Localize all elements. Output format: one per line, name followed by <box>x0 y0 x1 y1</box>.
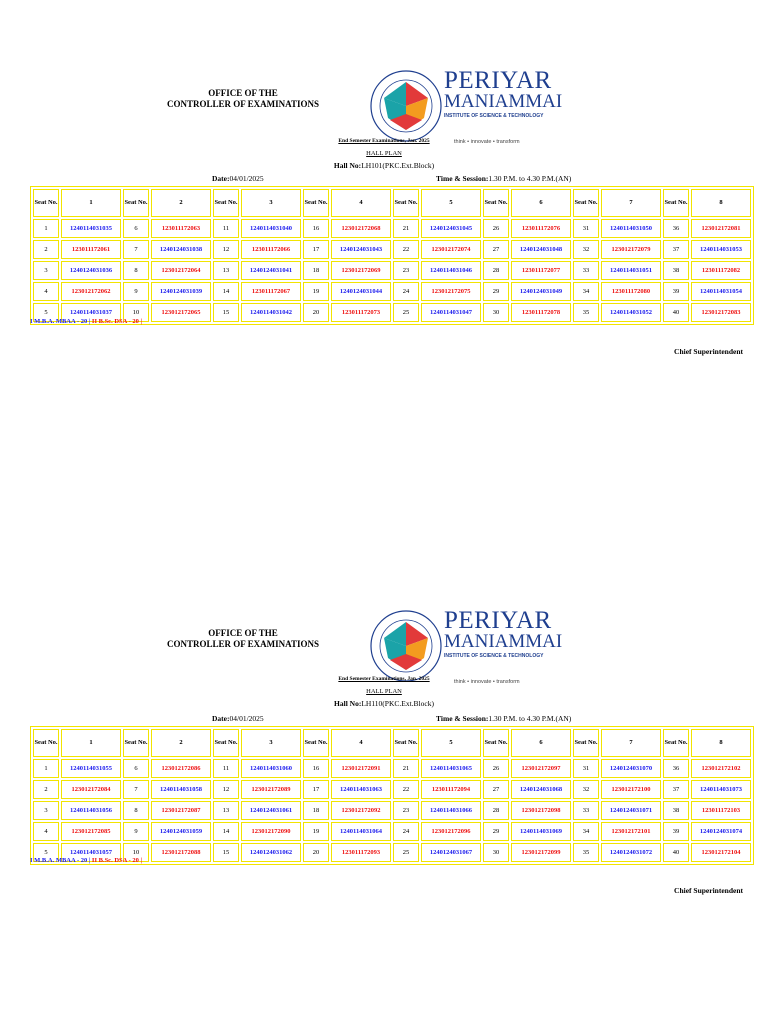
hall-plan-label: HALL PLAN <box>366 688 402 695</box>
seat-number: 30 <box>483 843 509 862</box>
university-emblem-icon <box>368 608 444 684</box>
brand-name-2: MANIAMMAI <box>444 631 563 652</box>
seat-number: 15 <box>213 303 239 322</box>
seating-table <box>30 186 754 325</box>
register-number: 1240114031037 <box>61 303 121 322</box>
chief-superintendent: Chief Superintendent <box>674 886 743 895</box>
seating-table <box>30 726 754 865</box>
register-number: 123011172066 <box>241 240 301 259</box>
register-number: 123012172092 <box>331 801 391 820</box>
register-number: 1240114031057 <box>61 843 121 862</box>
register-number: 1240124031045 <box>421 219 481 238</box>
seat-no-header: Seat No. <box>483 189 509 217</box>
seat-number: 3 <box>33 261 59 280</box>
register-number: 1240114031046 <box>421 261 481 280</box>
register-number: 123011172103 <box>691 801 751 820</box>
register-number: 123011172076 <box>511 219 571 238</box>
seat-number: 4 <box>33 282 59 301</box>
register-number: 1240114031064 <box>331 822 391 841</box>
register-number: 123012172064 <box>151 261 211 280</box>
seat-number: 12 <box>213 240 239 259</box>
register-number: 123012172074 <box>421 240 481 259</box>
university-logo <box>368 67 563 158</box>
seat-number: 13 <box>213 801 239 820</box>
legend-red: II B.Sc. DSA - 20 | <box>91 857 142 864</box>
office-line-2: CONTROLLER OF EXAMINATIONS <box>166 99 319 109</box>
seat-number: 16 <box>303 219 329 238</box>
seat-number: 9 <box>123 282 149 301</box>
brand-tagline: think • innovate • transform <box>454 139 520 145</box>
seat-number: 33 <box>573 261 599 280</box>
seat-number: 25 <box>393 843 419 862</box>
seat-no-header: Seat No. <box>303 189 329 217</box>
time-label: Time & Session: <box>436 174 489 183</box>
register-number: 1240114031069 <box>511 822 571 841</box>
exam-time <box>436 174 571 183</box>
seat-number: 27 <box>483 240 509 259</box>
legend-red: II B.Sc. DSA - 20 | <box>91 318 142 325</box>
seat-no-header: Seat No. <box>573 729 599 757</box>
table-row <box>33 801 751 820</box>
seat-number: 6 <box>123 759 149 778</box>
brand-name-1: PERIYAR <box>444 67 552 94</box>
seat-number: 23 <box>393 261 419 280</box>
register-number: 1240114031060 <box>241 759 301 778</box>
seat-no-header: Seat No. <box>33 189 59 217</box>
register-number: 123012172079 <box>601 240 661 259</box>
seat-number: 21 <box>393 219 419 238</box>
register-number: 1240124031074 <box>691 822 751 841</box>
register-number: 1240114031058 <box>151 780 211 799</box>
column-header: 5 <box>421 189 481 217</box>
seat-no-header: Seat No. <box>483 729 509 757</box>
register-number: 123012172097 <box>511 759 571 778</box>
table-row <box>33 240 751 259</box>
register-number: 123011172082 <box>691 261 751 280</box>
table-row <box>33 822 751 841</box>
register-number: 123012172085 <box>61 822 121 841</box>
register-number: 1240124031036 <box>61 261 121 280</box>
register-number: 1240124031071 <box>601 801 661 820</box>
seat-number: 29 <box>483 282 509 301</box>
table-row <box>33 219 751 238</box>
table-row <box>33 759 751 778</box>
seat-no-header: Seat No. <box>213 729 239 757</box>
legend-blue: I M.B.A. MBAA - 20 | <box>30 318 91 325</box>
seat-number: 13 <box>213 261 239 280</box>
time-value: 1.30 P.M. to 4.30 P.M.(AN) <box>488 714 572 723</box>
register-number: 123012172068 <box>331 219 391 238</box>
brand-name-2: MANIAMMAI <box>444 91 563 112</box>
register-number: 123012172096 <box>421 822 481 841</box>
office-title <box>150 88 336 110</box>
class-legend <box>30 318 142 325</box>
column-header: 2 <box>151 729 211 757</box>
register-number: 1240114031053 <box>691 240 751 259</box>
hall-plan-2 <box>0 607 768 940</box>
table-row <box>33 282 751 301</box>
brand-tagline: think • innovate • transform <box>454 679 520 685</box>
seat-number: 10 <box>123 303 149 322</box>
seat-no-header: Seat No. <box>213 189 239 217</box>
seat-number: 38 <box>663 261 689 280</box>
seat-number: 20 <box>303 303 329 322</box>
hall-label: Hall No: <box>333 161 362 170</box>
register-number: 1240114031063 <box>331 780 391 799</box>
table-row <box>33 261 751 280</box>
seat-number: 11 <box>213 219 239 238</box>
register-number: 1240124031039 <box>151 282 211 301</box>
register-number: 1240114031066 <box>421 801 481 820</box>
seat-number: 22 <box>393 240 419 259</box>
seat-no-header: Seat No. <box>123 189 149 217</box>
seat-number: 31 <box>573 219 599 238</box>
table-header-row <box>33 729 751 757</box>
exam-date <box>212 174 264 183</box>
register-number: 123012172099 <box>511 843 571 862</box>
exam-date <box>212 714 264 723</box>
seat-number: 3 <box>33 801 59 820</box>
exam-title: End Semester Examinations, Jan. 2025 <box>338 676 430 682</box>
seat-number: 6 <box>123 219 149 238</box>
seat-number: 26 <box>483 759 509 778</box>
column-header: 8 <box>691 729 751 757</box>
office-line-1: OFFICE OF THE <box>208 88 278 98</box>
seat-number: 15 <box>213 843 239 862</box>
register-number: 1240124031062 <box>241 843 301 862</box>
date-label: Date: <box>212 174 230 183</box>
register-number: 123012172087 <box>151 801 211 820</box>
seat-number: 11 <box>213 759 239 778</box>
register-number: 123011172093 <box>331 843 391 862</box>
seat-number: 24 <box>393 822 419 841</box>
register-number: 123011172077 <box>511 261 571 280</box>
register-number: 123011172063 <box>151 219 211 238</box>
time-label: Time & Session: <box>436 714 489 723</box>
office-line-1: OFFICE OF THE <box>208 628 278 638</box>
register-number: 123012172089 <box>241 780 301 799</box>
seat-number: 18 <box>303 261 329 280</box>
register-number: 1240114031054 <box>691 282 751 301</box>
register-number: 1240114031035 <box>61 219 121 238</box>
seat-number: 7 <box>123 240 149 259</box>
seat-number: 21 <box>393 759 419 778</box>
register-number: 123012172069 <box>331 261 391 280</box>
table-header-row <box>33 189 751 217</box>
register-number: 123012172083 <box>691 303 751 322</box>
register-number: 123012172090 <box>241 822 301 841</box>
register-number: 1240124031041 <box>241 261 301 280</box>
column-header: 6 <box>511 729 571 757</box>
seat-number: 23 <box>393 801 419 820</box>
seat-number: 37 <box>663 240 689 259</box>
register-number: 1240124031059 <box>151 822 211 841</box>
seat-no-header: Seat No. <box>123 729 149 757</box>
register-number: 123011172061 <box>61 240 121 259</box>
register-number: 1240124031061 <box>241 801 301 820</box>
register-number: 123012172065 <box>151 303 211 322</box>
seat-number: 30 <box>483 303 509 322</box>
seat-number: 8 <box>123 801 149 820</box>
register-number: 123011172094 <box>421 780 481 799</box>
register-number: 1240124031038 <box>151 240 211 259</box>
register-number: 1240124031072 <box>601 843 661 862</box>
date-value: 04/01/2025 <box>229 174 264 183</box>
office-title <box>150 628 336 650</box>
university-logo <box>368 607 563 698</box>
seat-number: 20 <box>303 843 329 862</box>
seat-number: 39 <box>663 822 689 841</box>
register-number: 1240124031068 <box>511 780 571 799</box>
seat-number: 25 <box>393 303 419 322</box>
column-header: 4 <box>331 729 391 757</box>
register-number: 1240114031065 <box>421 759 481 778</box>
seat-no-header: Seat No. <box>393 729 419 757</box>
column-header: 6 <box>511 189 571 217</box>
brand-subtitle: INSTITUTE OF SCIENCE & TECHNOLOGY <box>444 113 544 119</box>
seat-number: 35 <box>573 843 599 862</box>
register-number: 123012172102 <box>691 759 751 778</box>
exam-title: End Semester Examinations, Jan. 2025 <box>338 138 430 144</box>
seat-number: 18 <box>303 801 329 820</box>
hall-number <box>0 161 768 170</box>
register-number: 1240114031050 <box>601 219 661 238</box>
seat-number: 17 <box>303 780 329 799</box>
seat-number: 8 <box>123 261 149 280</box>
class-legend <box>30 857 142 864</box>
register-number: 123012172062 <box>61 282 121 301</box>
column-header: 2 <box>151 189 211 217</box>
hall-plan-1 <box>0 67 768 400</box>
register-number: 123012172100 <box>601 780 661 799</box>
date-value: 04/01/2025 <box>229 714 264 723</box>
office-line-2: CONTROLLER OF EXAMINATIONS <box>166 639 319 649</box>
register-number: 123012172098 <box>511 801 571 820</box>
seat-number: 2 <box>33 780 59 799</box>
seat-number: 2 <box>33 240 59 259</box>
seat-number: 7 <box>123 780 149 799</box>
seat-number: 29 <box>483 822 509 841</box>
table-row <box>33 780 751 799</box>
hall-value: LH110(PKC.Ext.Block) <box>361 699 434 708</box>
seat-number: 17 <box>303 240 329 259</box>
register-number: 123012172075 <box>421 282 481 301</box>
register-number: 1240114031042 <box>241 303 301 322</box>
register-number: 1240114031056 <box>61 801 121 820</box>
seat-no-header: Seat No. <box>303 729 329 757</box>
seat-number: 14 <box>213 282 239 301</box>
register-number: 1240114031052 <box>601 303 661 322</box>
seat-number: 40 <box>663 303 689 322</box>
time-value: 1.30 P.M. to 4.30 P.M.(AN) <box>488 174 572 183</box>
seat-no-header: Seat No. <box>663 189 689 217</box>
seat-number: 37 <box>663 780 689 799</box>
register-number: 1240124031043 <box>331 240 391 259</box>
seat-number: 24 <box>393 282 419 301</box>
register-number: 123012172091 <box>331 759 391 778</box>
chief-superintendent: Chief Superintendent <box>674 347 743 356</box>
seat-number: 5 <box>33 303 59 322</box>
column-header: 3 <box>241 729 301 757</box>
hall-plan-label: HALL PLAN <box>366 150 402 157</box>
register-number: 1240114031047 <box>421 303 481 322</box>
seat-number: 39 <box>663 282 689 301</box>
seat-number: 22 <box>393 780 419 799</box>
seat-number: 36 <box>663 759 689 778</box>
legend-blue: I M.B.A. MBAA - 20 | <box>30 857 91 864</box>
seat-number: 1 <box>33 759 59 778</box>
register-number: 123011172073 <box>331 303 391 322</box>
seat-number: 28 <box>483 261 509 280</box>
seat-number: 38 <box>663 801 689 820</box>
seat-number: 34 <box>573 282 599 301</box>
seat-number: 27 <box>483 780 509 799</box>
date-label: Date: <box>212 714 230 723</box>
column-header: 1 <box>61 729 121 757</box>
seat-number: 32 <box>573 240 599 259</box>
column-header: 4 <box>331 189 391 217</box>
register-number: 1240124031067 <box>421 843 481 862</box>
seat-number: 16 <box>303 759 329 778</box>
hall-label: Hall No: <box>334 699 362 708</box>
register-number: 123011172080 <box>601 282 661 301</box>
seat-no-header: Seat No. <box>663 729 689 757</box>
hall-number <box>0 699 768 708</box>
seat-number: 14 <box>213 822 239 841</box>
register-number: 123012172086 <box>151 759 211 778</box>
seat-number: 34 <box>573 822 599 841</box>
seat-number: 28 <box>483 801 509 820</box>
seat-number: 40 <box>663 843 689 862</box>
seat-number: 32 <box>573 780 599 799</box>
seat-number: 5 <box>33 843 59 862</box>
column-header: 8 <box>691 189 751 217</box>
brand-subtitle: INSTITUTE OF SCIENCE & TECHNOLOGY <box>444 653 544 659</box>
register-number: 1240124031048 <box>511 240 571 259</box>
column-header: 7 <box>601 729 661 757</box>
seat-number: 12 <box>213 780 239 799</box>
column-header: 5 <box>421 729 481 757</box>
register-number: 1240114031051 <box>601 261 661 280</box>
register-number: 123012172101 <box>601 822 661 841</box>
seat-number: 19 <box>303 822 329 841</box>
seat-number: 36 <box>663 219 689 238</box>
seat-number: 33 <box>573 801 599 820</box>
column-header: 3 <box>241 189 301 217</box>
register-number: 123012172088 <box>151 843 211 862</box>
seat-number: 1 <box>33 219 59 238</box>
register-number: 1240124031049 <box>511 282 571 301</box>
register-number: 1240114031073 <box>691 780 751 799</box>
seat-no-header: Seat No. <box>393 189 419 217</box>
exam-time <box>436 714 571 723</box>
column-header: 7 <box>601 189 661 217</box>
register-number: 123012172081 <box>691 219 751 238</box>
register-number: 123012172104 <box>691 843 751 862</box>
seat-number: 19 <box>303 282 329 301</box>
seat-no-header: Seat No. <box>33 729 59 757</box>
register-number: 1240124031070 <box>601 759 661 778</box>
seat-number: 35 <box>573 303 599 322</box>
register-number: 123011172078 <box>511 303 571 322</box>
register-number: 123012172084 <box>61 780 121 799</box>
university-emblem-icon <box>368 68 444 144</box>
register-number: 1240124031044 <box>331 282 391 301</box>
register-number: 1240114031055 <box>61 759 121 778</box>
brand-name-1: PERIYAR <box>444 607 552 634</box>
register-number: 1240114031040 <box>241 219 301 238</box>
column-header: 1 <box>61 189 121 217</box>
seat-number: 9 <box>123 822 149 841</box>
register-number: 123011172067 <box>241 282 301 301</box>
seat-number: 31 <box>573 759 599 778</box>
seat-number: 26 <box>483 219 509 238</box>
seat-number: 4 <box>33 822 59 841</box>
hall-value: LH101(PKC.Ext.Block) <box>361 161 435 170</box>
seat-no-header: Seat No. <box>573 189 599 217</box>
seat-number: 10 <box>123 843 149 862</box>
